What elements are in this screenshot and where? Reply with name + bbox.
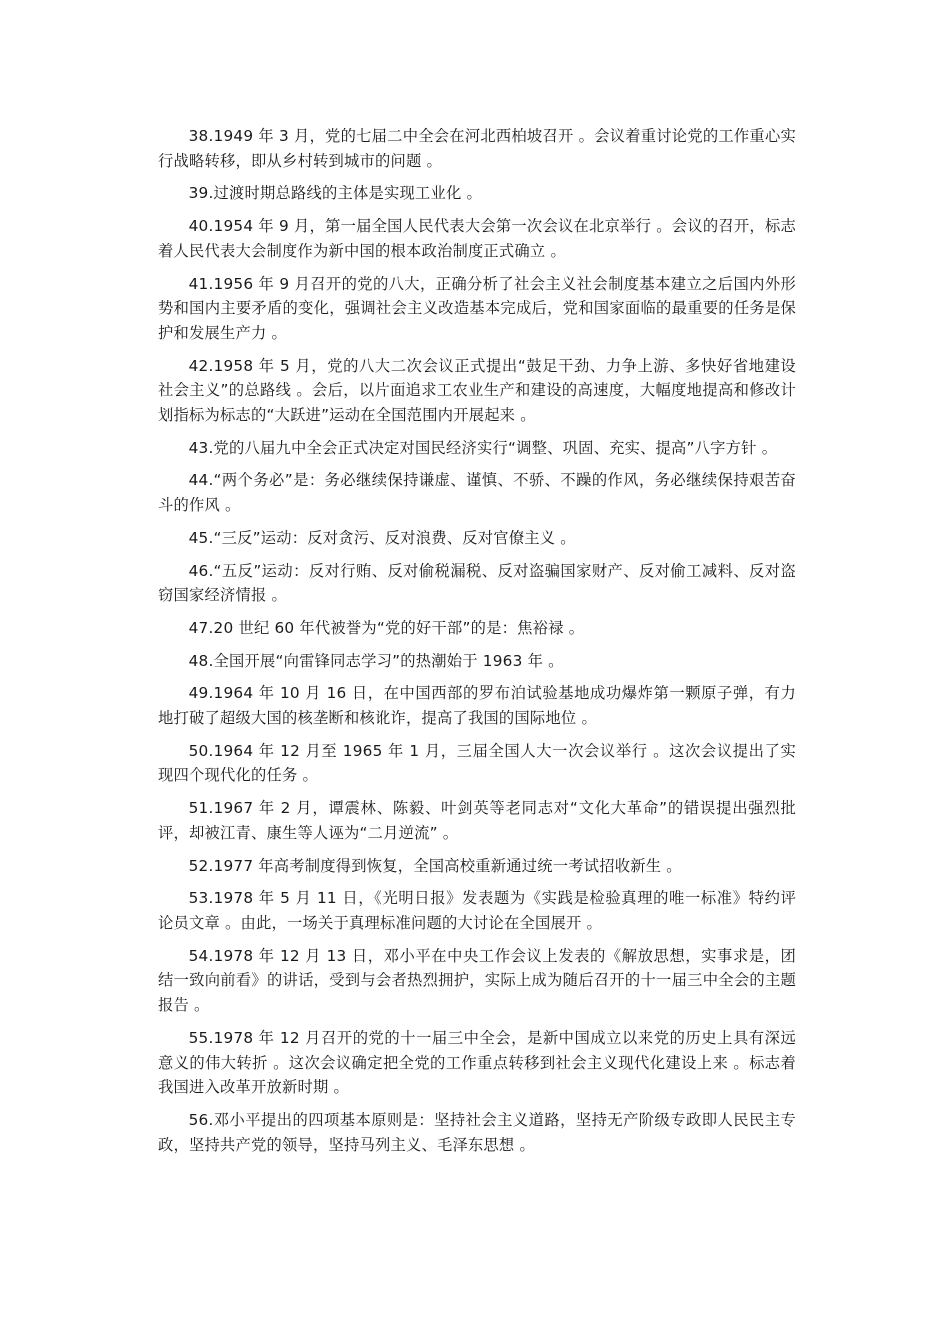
paragraph-53: 53.1978 年 5 月 11 日，《光明日报》发表题为《实践是检验真理的唯一标准》特约评论员文章 。由此，一场关于真理标准问题的大讨论在全国展开 。: [158, 889, 796, 932]
paragraph-42: 42.1958 年 5 月，党的八大二次会议正式提出“鼓足干劲、力争上游、多快好省地建设社会主义”的总路线 。会后，以片面追求工农业生产和建设的高速度，大幅度地提高和修改计划指标为标志的“大跃进”运动在全国范围内开展起来 。: [158, 356, 796, 425]
paragraph-39: 39.过渡时期总路线的主体是实现工业化 。: [188, 184, 483, 203]
paragraph-43: 43.党的八届九中全会正式决定对国民经济实行“调整、巩固、充实、提高”八字方针 。: [188, 438, 778, 457]
paragraph-54: 54.1978 年 12 月 13 日，邓小平在中央工作会议上发表的《解放思想，实事求是，团结一致向前看》的讲话，受到与会者热烈拥护，实际上成为随后召开的十一届三中全会的主题报告 。: [158, 946, 796, 1015]
paragraph-45: 45.“三反”运动：反对贪污、反对浪费、反对官僚主义 。: [188, 528, 576, 547]
paragraph-56: 56.邓小平提出的四项基本原则是：坚持社会主义道路，坚持无产阶级专政即人民民主专政，坚持共产党的领导，坚持马列主义、毛泽东思想 。: [158, 1110, 796, 1154]
paragraph-55: 55.1978 年 12 月召开的党的十一届三中全会，是新中国成立以来党的历史上具有深远意义的伟大转折 。这次会议确定把全党的工作重点转移到社会主义现代化建设上来 。标志着我国进入改革开放新时期 。: [158, 1028, 796, 1097]
paragraph-40: 40.1954 年 9 月，第一届全国人民代表大会第一次会议在北京举行 。会议的召开，标志着人民代表大会制度作为新中国的根本政治制度正式确立 。: [158, 217, 796, 260]
paragraph-49: 49.1964 年 10 月 16 日，在中国西部的罗布泊试验基地成功爆炸第一颗原子弹，有力地打破了超级大国的核垄断和核讹诈，提高了我国的国际地位 。: [158, 684, 796, 728]
paragraph-52: 52.1977 年高考制度得到恢复，全国高校重新通过统一考试招收新生 。: [188, 856, 682, 875]
document-body: [158, 124, 796, 1165]
paragraph-50: 50.1964 年 12 月至 1965 年 1 月，三届全国人大一次会议举行 。这次会议提出了实现四个现代化的任务 。: [158, 741, 796, 785]
paragraph-47: 47.20 世纪 60 年代被誉为“党的好干部”的是：焦裕禄 。: [188, 618, 585, 637]
paragraph-38: 38.1949 年 3 月，党的七届二中全会在河北西柏坡召开 。会议着重讨论党的工作重心实行战略转移，即从乡村转到城市的问题 。: [158, 127, 796, 170]
paragraph-51: 51.1967 年 2 月，谭震林、陈毅、叶剑英等老同志对“文化大革命”的错误提出强烈批评，却被江青、康生等人诬为“二月逆流” 。: [158, 799, 796, 842]
paragraph-48: 48.全国开展“向雷锋同志学习”的热潮始于 1963 年 。: [188, 651, 564, 670]
paragraph-46: 46.“五反”运动：反对行贿、反对偷税漏税、反对盗骗国家财产、反对偷工减料、反对盗窃国家经济情报 。: [158, 561, 796, 605]
paragraph-44: 44.“两个务必”是：务必继续保持谦虚、谨慎、不骄、不躁的作风，务必继续保持艰苦奋斗的作风 。: [158, 471, 796, 515]
paragraph-41: 41.1956 年 9 月召开的党的八大，正确分析了社会主义社会制度基本建立之后国内外形势和国内主要矛盾的变化，强调社会主义改造基本完成后，党和国家面临的最重要的任务是保护和发展生产力 。: [158, 274, 796, 342]
